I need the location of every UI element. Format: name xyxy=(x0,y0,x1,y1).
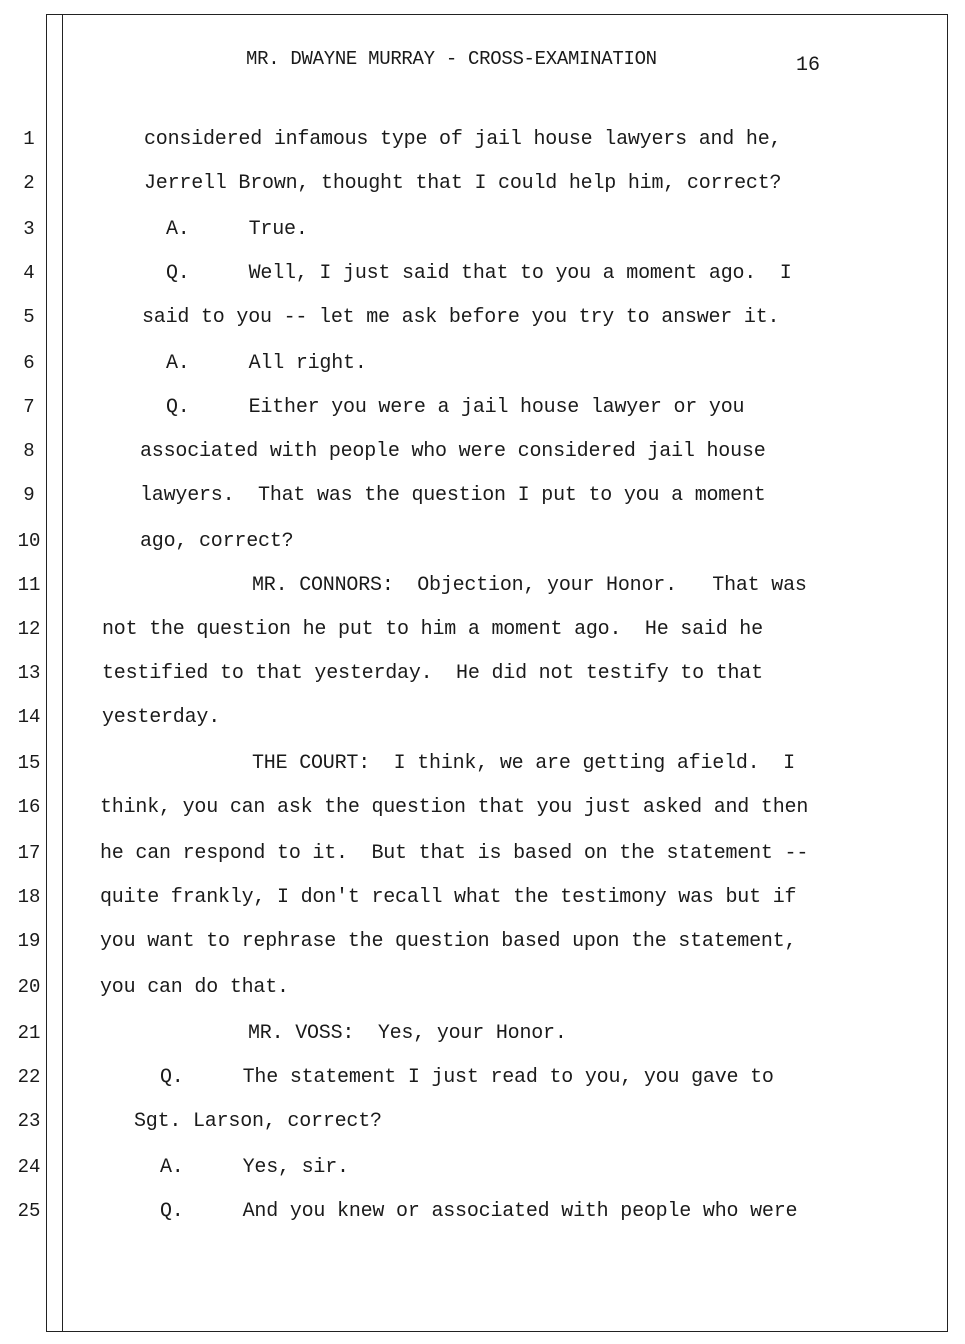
transcript-line: think, you can ask the question that you just asked and then xyxy=(100,796,809,819)
line-number: 10 xyxy=(17,530,41,552)
line-number: 5 xyxy=(23,306,35,328)
transcript-line: he can respond to it. But that is based on the statement -- xyxy=(100,842,809,865)
transcript-line: not the question he put to him a moment ago. He said he xyxy=(102,618,763,641)
line-number: 16 xyxy=(17,796,41,818)
line-number: 11 xyxy=(17,574,41,596)
transcript-line: Jerrell Brown, thought that I could help him, correct? xyxy=(144,172,782,195)
transcript-line: yesterday. xyxy=(102,706,221,729)
line-number: 7 xyxy=(23,396,35,418)
line-number: 9 xyxy=(23,484,35,506)
line-number: 13 xyxy=(17,662,41,684)
line-number: 1 xyxy=(23,128,35,150)
line-number: 20 xyxy=(17,976,41,998)
line-number-margin-rule xyxy=(62,14,63,1332)
transcript-line: testified to that yesterday. He did not testify to that xyxy=(102,662,763,685)
transcript-line: A. All right. xyxy=(166,352,367,375)
line-number: 22 xyxy=(17,1066,41,1088)
line-number: 17 xyxy=(17,842,41,864)
line-number: 19 xyxy=(17,930,41,952)
transcript-line: Sgt. Larson, correct? xyxy=(134,1110,382,1133)
line-number: 25 xyxy=(17,1200,41,1222)
line-number: 14 xyxy=(17,706,41,728)
transcript-line: you can do that. xyxy=(100,976,289,999)
transcript-line: Q. The statement I just read to you, you gave to xyxy=(160,1066,774,1089)
line-number: 23 xyxy=(17,1110,41,1132)
header-title: MR. DWAYNE MURRAY - CROSS-EXAMINATION xyxy=(246,48,657,70)
transcript-line: quite frankly, I don't recall what the testimony was but if xyxy=(100,886,797,909)
line-number: 2 xyxy=(23,172,35,194)
transcript-line: considered infamous type of jail house lawyers and he, xyxy=(144,128,782,151)
line-number: 4 xyxy=(23,262,35,284)
transcript-line: MR. VOSS: Yes, your Honor. xyxy=(248,1022,567,1045)
transcript-line: A. True. xyxy=(166,218,308,241)
line-number: 12 xyxy=(17,618,41,640)
line-number: 21 xyxy=(17,1022,41,1044)
transcript-line: Q. Well, I just said that to you a moment ago. I xyxy=(166,262,792,285)
line-number: 24 xyxy=(17,1156,41,1178)
page-header xyxy=(0,44,965,77)
transcript-line: Q. Either you were a jail house lawyer or you xyxy=(166,396,745,419)
transcript-line: THE COURT: I think, we are getting afield. I xyxy=(252,752,795,775)
transcript-line: Q. And you knew or associated with people who were xyxy=(160,1200,798,1223)
transcript-line: A. Yes, sir. xyxy=(160,1156,349,1179)
line-number: 8 xyxy=(23,440,35,462)
transcript-line: lawyers. That was the question I put to you a moment xyxy=(140,484,766,507)
line-number: 18 xyxy=(17,886,41,908)
transcript-line: ago, correct? xyxy=(140,530,294,553)
transcript-line: MR. CONNORS: Objection, your Honor. That was xyxy=(252,574,807,597)
line-number: 3 xyxy=(23,218,35,240)
page-number: 16 xyxy=(796,54,821,77)
transcript-line: said to you -- let me ask before you try to answer it. xyxy=(142,306,780,329)
transcript-line: you want to rephrase the question based upon the statement, xyxy=(100,930,797,953)
line-number: 6 xyxy=(23,352,35,374)
line-number: 15 xyxy=(17,752,41,774)
transcript-line: associated with people who were considered jail house xyxy=(140,440,766,463)
